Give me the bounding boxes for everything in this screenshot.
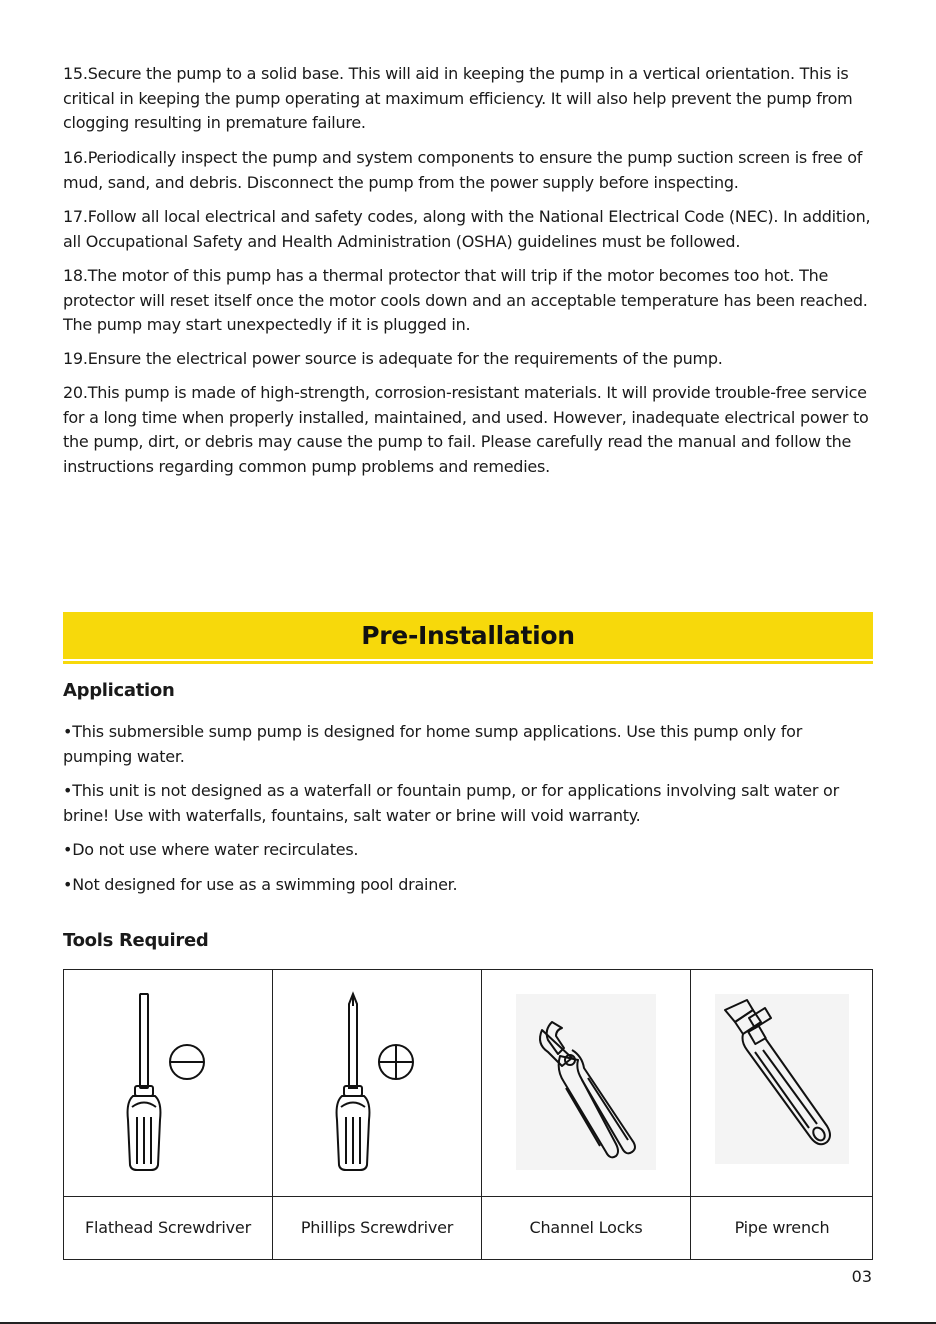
tools-table xyxy=(63,969,873,1260)
application-item: •This submersible sump pump is designed for home sump applications. Use this pump only for pumping water. xyxy=(63,722,803,766)
pipe-wrench-icon xyxy=(691,970,873,1197)
safety-item-20: 20.This pump is made of high-strength, corrosion-resistant materials. It will provide trouble-free service for a long time when properly installed, maintained, and used. However, inadequate electrical power to the pump, dirt, or debris may cause the pump to fail. Please carefully read the manual and follow the instructions regarding common pump problems and remedies. xyxy=(63,383,869,476)
tool-label: Pipe wrench xyxy=(734,1218,830,1237)
safety-item-18: 18.The motor of this pump has a thermal protector that will trip if the motor becomes too hot. The protector will reset itself once the motor cools down and an acceptable temperature has been reached. The pump may start unexpectedly if it is plugged in. xyxy=(63,266,868,334)
page-number: 03 xyxy=(851,1267,872,1286)
application-item: •Do not use where water recirculates. xyxy=(63,840,359,859)
application-item: •This unit is not designed as a waterfall or fountain pump, or for applications involving salt water or brine! Use with waterfalls, fountains, salt water or brine will void warranty. xyxy=(63,781,839,825)
tool-label: Phillips Screwdriver xyxy=(300,1218,454,1237)
tool-cell-phillips xyxy=(273,970,482,1259)
application-item: •Not designed for use as a swimming pool drainer. xyxy=(63,875,458,894)
safety-item-15: 15.Secure the pump to a solid base. This will aid in keeping the pump in a vertical orientation. This is critical in keeping the pump operating at maximum efficiency. It will also help prevent the pump from clogging resulting in premature failure. xyxy=(63,64,853,132)
channel-locks-icon xyxy=(482,970,691,1197)
section-title: Pre-Installation xyxy=(361,621,575,650)
section-underline xyxy=(63,661,873,664)
flathead-screwdriver-icon xyxy=(64,970,273,1197)
tool-cell-flathead xyxy=(64,970,273,1259)
safety-item-19: 19.Ensure the electrical power source is adequate for the requirements of the pump. xyxy=(63,349,723,368)
tools-heading: Tools Required xyxy=(63,930,209,951)
application-heading: Application xyxy=(63,680,175,701)
safety-item-16: 16.Periodically inspect the pump and system components to ensure the pump suction screen is free of mud, sand, and debris. Disconnect the pump from the power supply before inspecting. xyxy=(63,148,863,192)
tool-cell-pipe-wrench xyxy=(691,970,873,1259)
safety-item-17: 17.Follow all local electrical and safety codes, along with the National Electrical Code (NEC). In addition, all Occupational Safety and Health Administration (OSHA) guidelines must be followed. xyxy=(63,207,871,251)
tool-label: Flathead Screwdriver xyxy=(85,1218,251,1237)
phillips-screwdriver-icon xyxy=(273,970,482,1197)
tool-cell-channel-locks xyxy=(482,970,691,1259)
section-banner xyxy=(63,612,873,659)
tool-label: Channel Locks xyxy=(529,1218,643,1237)
